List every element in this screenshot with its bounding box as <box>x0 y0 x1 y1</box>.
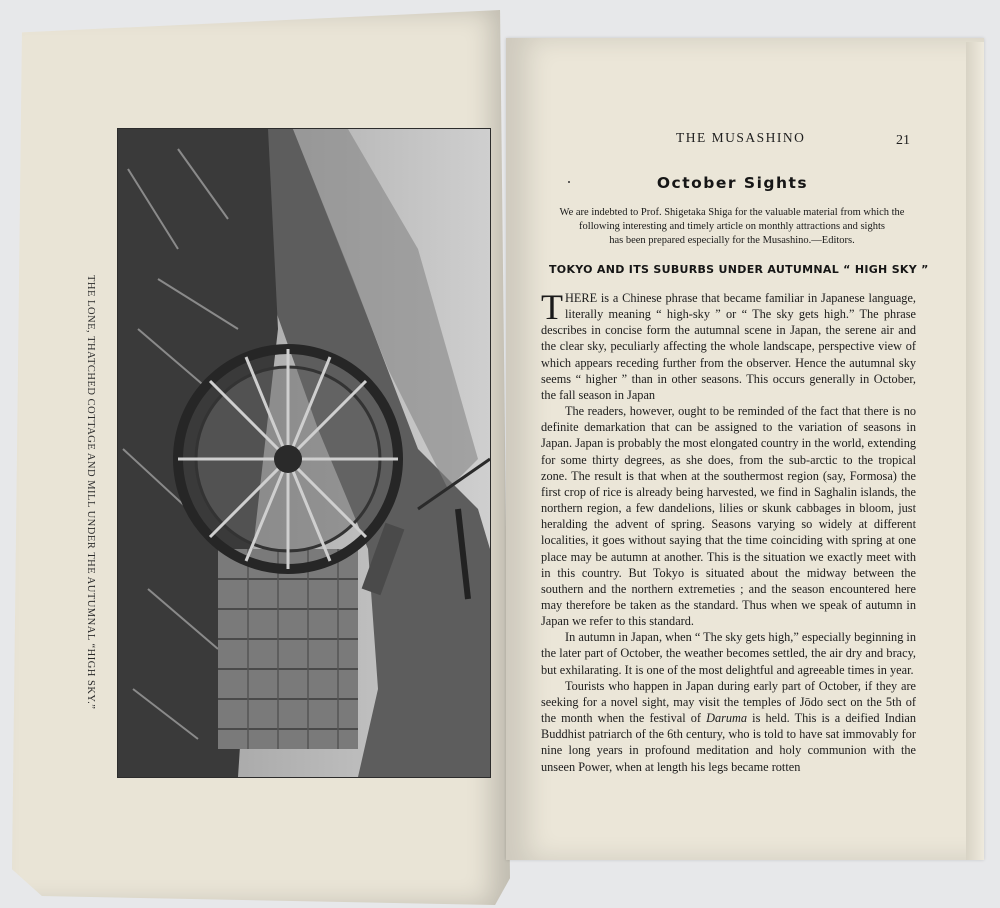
editorial-note-line: has been prepared especially for the Musashino.—Editors. <box>609 235 855 246</box>
section-heading: TOKYO AND ITS SUBURBS UNDER AUTUMNAL “ HIGH SKY ” <box>549 263 929 276</box>
cottage-mill-photo <box>117 128 491 778</box>
paragraph: The readers, however, ought to be reminded of the fact that there is no definite demarkation that can be assigned to the variation of seasons in Japan. Japan is probably the most elongated country in the world, extending for some thirty degrees, as she does, from the sub-arctic to the tropical zone. The result is that when at the southermost region (say, Formosa) the first crop of rice is already being harvested, we find in Saghalin islands, the northern region, a few dandelions, lilies or skunk cabbages in bloom, just heralding the advent of spring. Seasons varying so widely at different localities, it goes without saying that the time coinciding with spring at one place may be autumn at another. This is the situation we exactly meet with in this country. But Tokyo is situated about the midway between the southern and the northern extremeties ; and the season encountered here may therefore be taken as the standard. Thus when we speak of autumn in Japan we refer to this standard. <box>541 404 916 629</box>
paragraph <box>541 287 916 403</box>
editorial-note <box>540 206 924 248</box>
article-body <box>541 287 916 775</box>
page-number: 21 <box>896 133 910 148</box>
paragraph-text: HERE is a Chinese phrase that became familiar in Japanese language, literally meaning “ high-sky ” or “ The sky gets high.” The phrase describes in concise form the autumnal scene in Japan, the serene air and the clear sky, peculiarly affecting the whole landscape, perspective view of which appears receding further from the observer. Hence the autumnal sky seems “ higher ” than in other seasons. This occurs generally in October, the fall season in Japan <box>541 291 916 402</box>
paragraph-text: is held. This is a deified Indian Buddhist patriarch of the 6th century, who is told to have sat immovably for nine long years in profound meditation and holy communion with the unseen Power, when at length his legs became rotten <box>541 711 916 774</box>
photo-illustration <box>118 129 490 777</box>
drop-cap: T <box>541 287 563 327</box>
paragraph <box>541 678 916 775</box>
paragraph-text: Tourists who happen in Japan during early part of October, if they are seeking for a novel sight, may visit the temples of Jōdo sect on the 5th of the month when the festival of <box>541 678 916 726</box>
editorial-note-line: We are indebted to Prof. Shigetaka Shiga for the valuable material from which the <box>559 207 905 218</box>
paragraph: In autumn in Japan, when “ The sky gets high,” especially beginning in the later part of October, the weather becomes settled, the air dry and bracy, but exhilarating. It is one of the most delightful and agreeable times in year. <box>541 630 916 677</box>
italic-term: Daruma <box>706 711 748 726</box>
article-title: October Sights <box>656 174 809 192</box>
page-edge <box>966 42 984 860</box>
photo-caption: THE LONE, THATCHED COTTAGE AND MILL UNDER THE AUTUMNAL “HIGH SKY.” <box>85 275 96 710</box>
editorial-note-line: following interesting and timely article on monthly attractions and sights <box>579 221 885 232</box>
running-head: THE MUSASHINO <box>676 130 806 145</box>
